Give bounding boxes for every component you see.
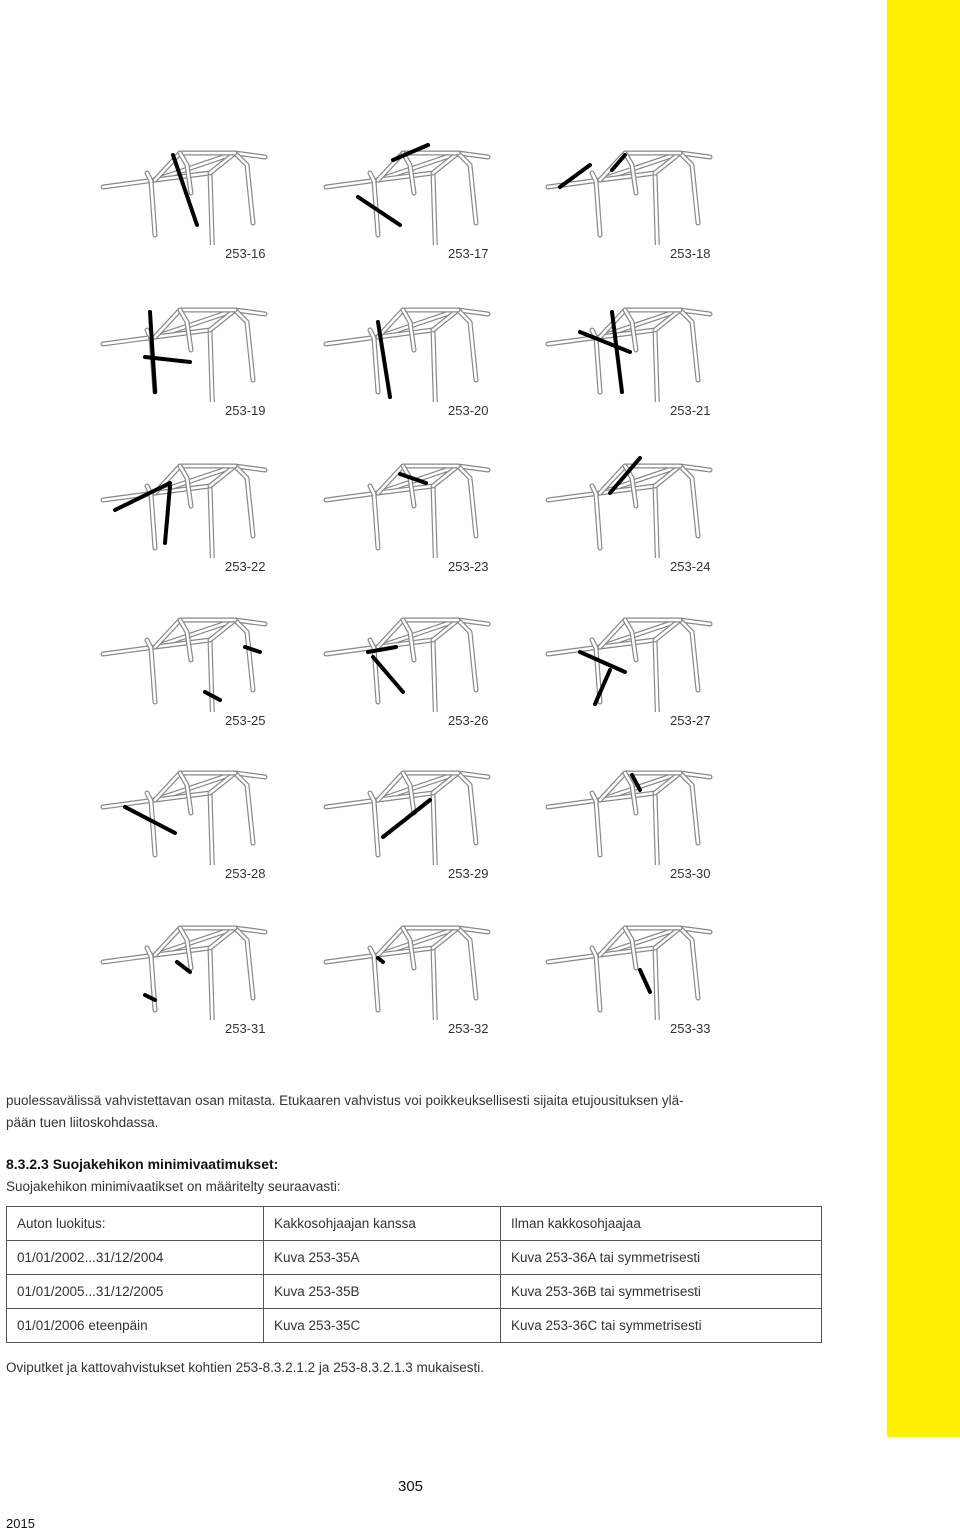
figure-caption: 253-21 <box>670 403 711 418</box>
figure-caption: 253-17 <box>448 246 489 261</box>
cage-tube-outline <box>600 793 658 865</box>
table-cell: Kuva 253-35C <box>264 1309 501 1343</box>
cage-tube-outline <box>378 486 436 558</box>
table-cell: 01/01/2006 eteenpäin <box>7 1309 264 1343</box>
table-cell: Kuva 253-35A <box>264 1241 501 1275</box>
figure-caption: 253-29 <box>448 866 489 881</box>
side-color-bar <box>887 0 960 1437</box>
table-header-cell: Kakkosohjaajan kanssa <box>264 1207 501 1241</box>
reinforcement-brace <box>612 312 622 392</box>
roll-cage-figure <box>318 745 548 895</box>
cage-tube <box>378 173 436 245</box>
figure-caption: 253-24 <box>670 559 711 574</box>
figure-caption: 253-25 <box>225 713 266 728</box>
figure-caption: 253-20 <box>448 403 489 418</box>
figure-caption: 253-33 <box>670 1021 711 1036</box>
cage-tube <box>378 948 436 1020</box>
cage-tube-outline <box>155 486 213 558</box>
reinforcement-brace <box>580 652 625 672</box>
roll-cage-drawing <box>318 438 548 558</box>
cage-tube-outline <box>378 948 436 1020</box>
cage-tube-outline <box>155 948 213 1020</box>
roll-cage-figure <box>318 125 548 275</box>
table-row <box>7 1275 822 1309</box>
roll-cage-figure <box>540 282 770 432</box>
roll-cage-figure <box>540 900 770 1050</box>
roll-cage-drawing <box>95 125 325 245</box>
table-header-cell: Auton luokitus: <box>7 1207 264 1241</box>
roll-cage-figure <box>540 592 770 742</box>
paragraph-line: pään tuen liitoskohdassa. <box>6 1115 159 1130</box>
section-intro: Suojakehikon minimivaatikset on määritelty seuraavasti: <box>6 1179 341 1194</box>
roll-cage-figure <box>95 438 325 588</box>
table-cell: Kuva 253-36C tai symmetrisesti <box>501 1309 822 1343</box>
roll-cage-figure <box>318 282 548 432</box>
table-header-row <box>7 1207 822 1241</box>
figure-caption: 253-32 <box>448 1021 489 1036</box>
cage-tube <box>378 486 436 558</box>
roll-cage-drawing <box>540 438 770 558</box>
roll-cage-drawing <box>318 745 548 865</box>
cage-tube-outline <box>600 173 658 245</box>
reinforcement-brace <box>640 970 650 992</box>
cage-tube <box>600 948 658 1020</box>
roll-cage-figure <box>540 745 770 895</box>
cage-tube-outline <box>378 173 436 245</box>
table-header-cell: Ilman kakkosohjaajaa <box>501 1207 822 1241</box>
figure-caption: 253-18 <box>670 246 711 261</box>
table-cell: 01/01/2005...31/12/2005 <box>7 1275 264 1309</box>
roll-cage-figure <box>95 900 325 1050</box>
cage-tube <box>600 793 658 865</box>
figure-caption: 253-31 <box>225 1021 266 1036</box>
paragraph-line: puolessavälissä vahvistettavan osan mitasta. Etukaaren vahvistus voi poikkeuksellisesti sijaita etujousituksen ylä- <box>6 1093 684 1108</box>
roll-cage-figure <box>318 592 548 742</box>
cage-tube <box>155 330 213 402</box>
figure-caption: 253-30 <box>670 866 711 881</box>
roll-cage-drawing <box>540 745 770 865</box>
table-cell: Kuva 253-36B tai symmetrisesti <box>501 1275 822 1309</box>
figure-caption: 253-28 <box>225 866 266 881</box>
figure-caption: 253-19 <box>225 403 266 418</box>
roll-cage-figure <box>95 125 325 275</box>
cage-tube <box>600 330 658 402</box>
reinforcement-brace <box>150 312 155 392</box>
roll-cage-drawing <box>95 438 325 558</box>
roll-cage-drawing <box>95 282 325 402</box>
cage-tube <box>155 486 213 558</box>
roll-cage-figure <box>95 745 325 895</box>
roll-cage-drawing <box>540 125 770 245</box>
roll-cage-drawing <box>540 592 770 712</box>
roll-cage-drawing <box>318 282 548 402</box>
reinforcement-brace <box>383 800 430 837</box>
table-cell: Kuva 253-36A tai symmetrisesti <box>501 1241 822 1275</box>
year-label: 2015 <box>6 1516 35 1531</box>
cage-tube <box>155 640 213 712</box>
cage-tube-outline <box>600 486 658 558</box>
table-row <box>7 1309 822 1343</box>
roll-cage-drawing <box>95 745 325 865</box>
reinforcement-brace <box>378 958 383 962</box>
roll-cage-figure <box>540 125 770 275</box>
roll-cage-figure <box>540 438 770 588</box>
roll-cage-drawing <box>540 900 770 1020</box>
table-row <box>7 1241 822 1275</box>
cage-tube <box>600 486 658 558</box>
roll-cage-drawing <box>318 125 548 245</box>
roll-cage-figure <box>95 282 325 432</box>
reinforcement-brace <box>165 486 170 543</box>
figure-caption: 253-27 <box>670 713 711 728</box>
roll-cage-figure <box>318 438 548 588</box>
roll-cage-drawing <box>540 282 770 402</box>
section-heading: 8.3.2.3 Suojakehikon minimivaatimukset: <box>6 1156 279 1172</box>
roll-cage-drawing <box>95 900 325 1020</box>
cage-tube-outline <box>155 330 213 402</box>
cage-tube <box>600 173 658 245</box>
figure-caption: 253-26 <box>448 713 489 728</box>
cage-tube-outline <box>600 330 658 402</box>
page-number: 305 <box>398 1478 424 1495</box>
cage-tube <box>155 948 213 1020</box>
roll-cage-figure <box>318 900 548 1050</box>
figure-caption: 253-23 <box>448 559 489 574</box>
figure-caption: 253-22 <box>225 559 266 574</box>
note-text: Oviputket ja kattovahvistukset kohtien 253-8.3.2.1.2 ja 253-8.3.2.1.3 mukaisesti. <box>6 1360 485 1375</box>
roll-cage-figure <box>95 592 325 742</box>
table-cell: 01/01/2002...31/12/2004 <box>7 1241 264 1275</box>
table-cell: Kuva 253-35B <box>264 1275 501 1309</box>
roll-cage-drawing <box>318 592 548 712</box>
roll-cage-drawing <box>318 900 548 1020</box>
figure-caption: 253-16 <box>225 246 266 261</box>
cage-tube-outline <box>155 640 213 712</box>
requirements-table <box>6 1206 822 1343</box>
cage-tube-outline <box>600 948 658 1020</box>
roll-cage-drawing <box>95 592 325 712</box>
